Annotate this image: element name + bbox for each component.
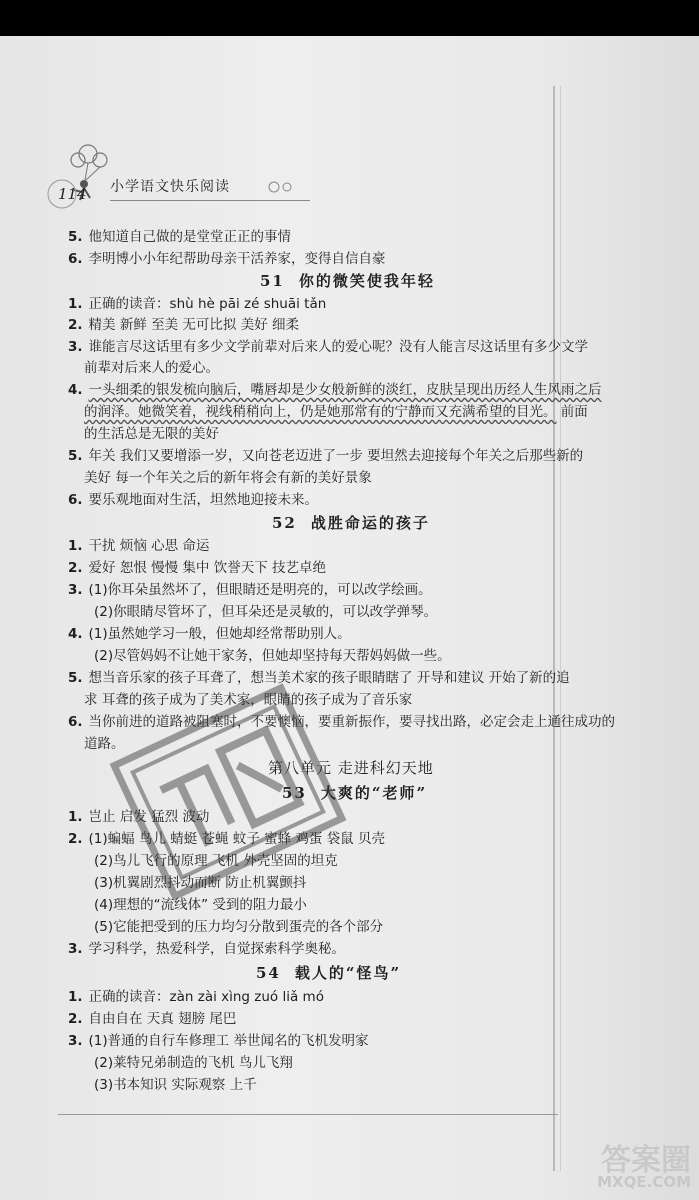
answer-line: 1. 正确的读音：zàn zài xìng zuó liǎ mó [68,989,324,1005]
answer-line: 的润泽。她微笑着，视线稍稍向上，仍是她那常有的宁静而又充满希望的目光。 前面 [84,404,588,420]
answer-line: 2. 精美 新鲜 至美 无可比拟 美好 细柔 [68,317,299,333]
header-rule [110,200,310,201]
answer-line: 3. (1)普通的自行车修理工 举世闻名的飞机发明家 [68,1033,369,1049]
answer-line: 前辈对后来人的爱心。 [84,360,219,376]
answer-line: 3. 谁能言尽这话里有多少文学前辈对后来人的爱心呢？没有人能言尽这话里有多少文学 [68,339,589,355]
binding-line-2 [560,86,561,1171]
unit-title: 第八单元 走进科幻天地 [268,759,434,777]
series-title: 小学语文快乐阅读 [110,179,230,195]
answer-line: 4. (1)虽然她学习一般，但她却经常帮助别人。 [68,626,351,642]
dots-ornament-icon [268,180,298,194]
answer-line: 1. 正确的读音：shù hè pāi zé shuāi tǎn [68,296,327,312]
answer-line: (2)莱特兄弟制造的飞机 鸟儿飞翔 [94,1055,293,1071]
answer-line: 美好 每一个年关之后的新年将会有新的美好景象 [84,470,372,486]
answer-line: 1. 岂止 启发 猛烈 波动 [68,809,210,825]
lesson-title: 51 你的微笑使我年轻 [260,272,435,290]
page-number: 114 [58,185,87,203]
answer-line: (2)你眼睛尽管坏了，但耳朵还是灵敏的，可以改学弹琴。 [94,604,438,620]
page-bottom-rule [58,1114,558,1115]
answer-line: 6. 要乐观地面对生活，坦然地迎接未来。 [68,492,319,508]
lesson-title: 54 载人的“怪鸟” [256,964,402,982]
answer-line: (3)书本知识 实际观察 上千 [94,1077,257,1093]
answer-line: 5. 他知道自己做的是堂堂正正的事情 [68,229,292,245]
answer-line: 2. 爱好 恕恨 慢慢 集中 饮誉天下 技艺卓绝 [68,560,326,576]
answer-line: 求 耳聋的孩子成为了美术家，眼睛的孩子成为了音乐家 [84,692,413,708]
answer-line: (4)理想的“流线体” 受到的阻力最小 [94,897,307,913]
answer-line: 1. 干扰 烦恼 心思 命运 [68,538,210,554]
answer-line: 3. (1)你耳朵虽然坏了，但眼睛还是明亮的，可以改学绘画。 [68,582,432,598]
answer-line: 2. (1)蝙蝠 鸟儿 蜻蜓 苍蝇 蚊子 蜜蜂 鸡蛋 袋鼠 贝壳 [68,831,385,847]
answer-line: (3)机翼剧烈抖动而断 防止机翼颤抖 [94,875,307,891]
answer-line: 3. 学习科学，热爱科学，自觉探索科学奥秘。 [68,941,346,957]
answer-line: 6. 当你前进的道路被阻塞时，不要懊恼，要重新振作，要寻找出路，必定会走上通往成功的 [68,714,616,730]
answer-line: 5. 年关 我们又要增添一岁，又向苍老迈进了一步 要坦然去迎接每个年关之后那些新的 [68,448,584,464]
binding-line [553,86,555,1171]
answer-line: 2. 自由自在 天真 翅膀 尾巴 [68,1011,237,1027]
lesson-title: 52 战胜命运的孩子 [272,514,430,532]
watermark-url: MXQE.COM [597,1173,691,1191]
answer-line: 4. 一头细柔的银发梳向脑后，嘴唇却是少女般新鲜的淡红，皮肤呈现出历经人生风雨之后 [68,382,602,398]
answer-line: (5)它能把受到的压力均匀分散到蛋壳的各个部分 [94,919,384,935]
answer-line: (2)尽管妈妈不让她干家务，但她却坚持每天帮妈妈做一些。 [94,648,451,664]
status-bar [0,0,699,36]
answer-line: 5. 想当音乐家的孩子耳聋了，想当美术家的孩子眼睛瞎了 开导和建议 开始了新的追 [68,670,570,686]
page-header [40,140,300,210]
watermark-logo-text: 答案圈 [601,1143,691,1178]
site-watermark [560,1135,695,1195]
lesson-title: 53 大爽的“老师” [282,784,428,802]
answer-line: 6. 李明博小小年纪帮助母亲干活养家，变得自信自豪 [68,251,386,267]
answer-line: 道路。 [84,736,125,752]
answer-line: (2)鸟儿飞行的原理 飞机 外壳坚固的坦克 [94,853,338,869]
answer-line: 的生活总是无限的美好 [84,426,219,442]
